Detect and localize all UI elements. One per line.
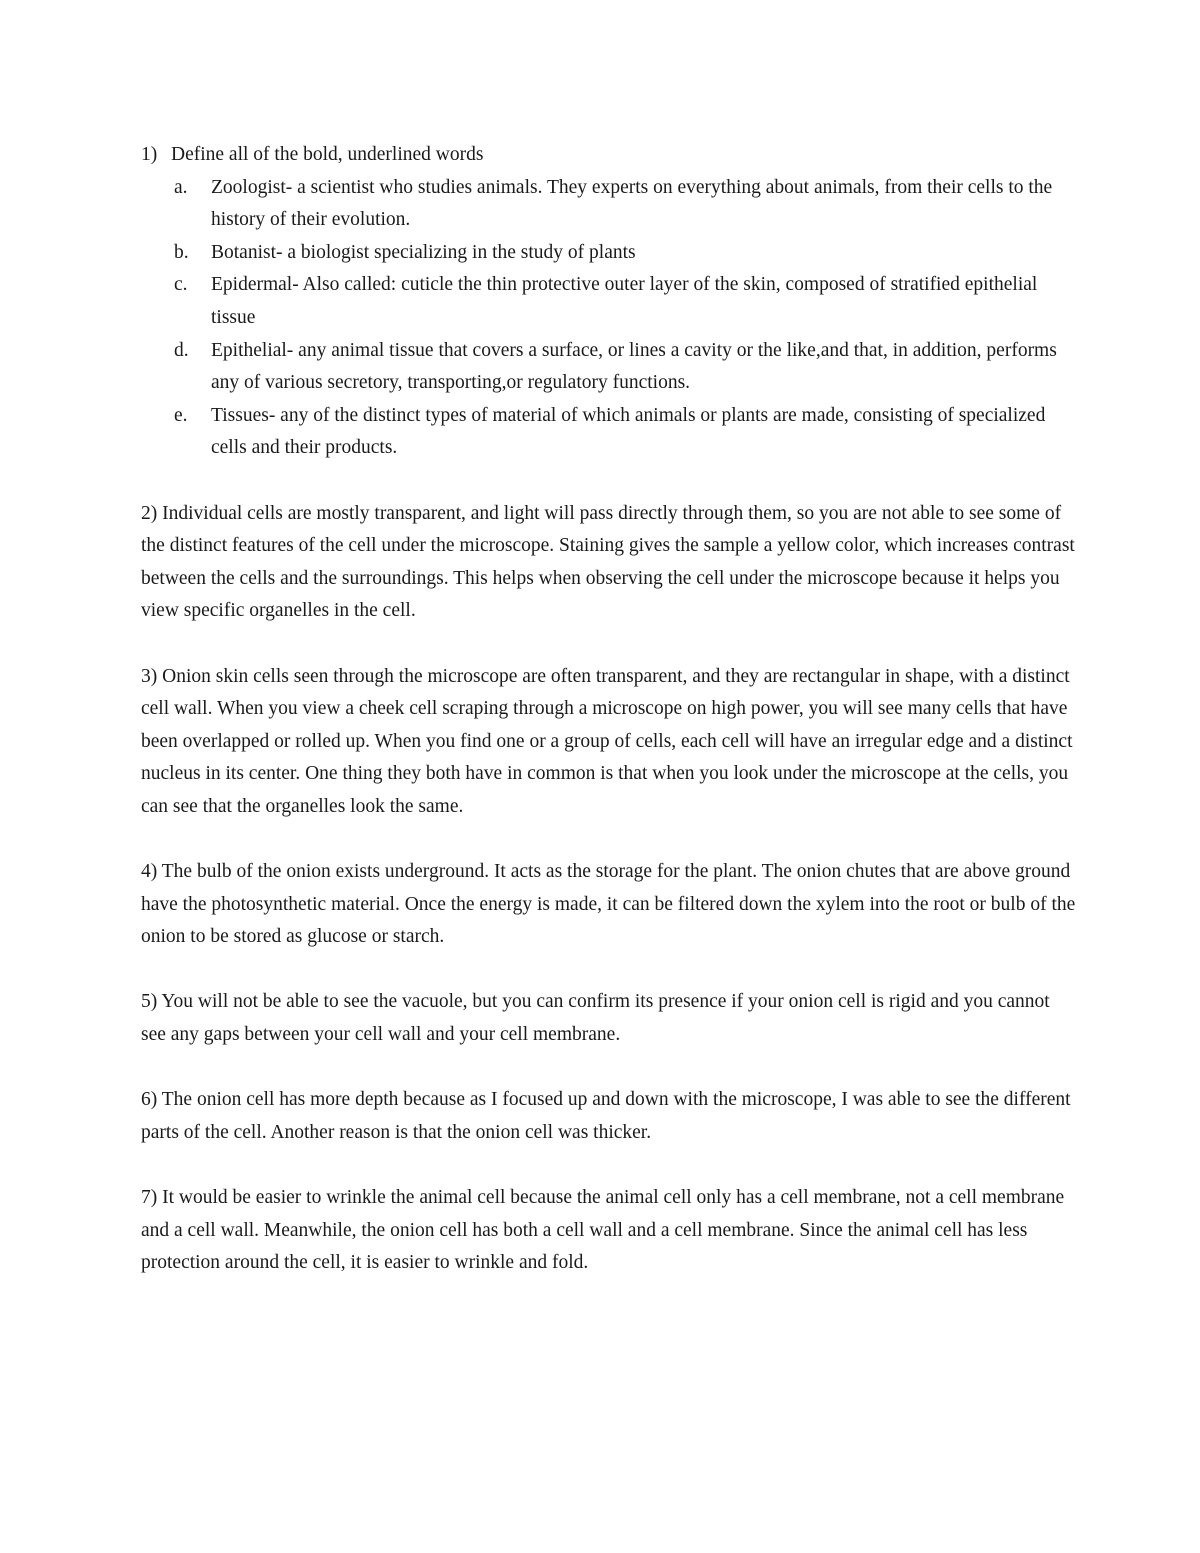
list-marker: b. (174, 241, 189, 263)
definition-list (141, 172, 1076, 465)
answer-5-paragraph: 5) You will not be able to see the vacuole, but you can confirm its presence if your onion cell is rigid and you cannot see any gaps between your cell wall and your cell membrane. (141, 991, 1050, 1046)
list-marker: e. (174, 404, 188, 426)
definition-item-botanist (141, 237, 1076, 270)
definition-text: Tissues- any of the distinct types of material of which animals or plants are made, consisting of specialized cells and their products. (211, 404, 1046, 459)
answer-6-paragraph: 6) The onion cell has more depth because as I focused up and down with the microscope, I was able to see the different parts of the cell. Another reason is that the onion cell was thicker. (141, 1089, 1071, 1143)
question-text: Define all of the bold, underlined words (171, 144, 484, 165)
definition-item-epidermal (141, 269, 1076, 334)
definition-text: Botanist- a biologist specializing in the study of plants (211, 241, 636, 263)
answer-7-paragraph: 7) It would be easier to wrinkle the animal cell because the animal cell only has a cell membrane, not a cell membrane and a cell wall. Meanwhile, the onion cell has both a cell wall and a cell membrane. Since the animal cell has less protection around the cell, it is easier to wrinkle and fold. (141, 1187, 1065, 1274)
definition-text: Epithelial- any animal tissue that covers a surface, or lines a cavity or the like,and that, in addition, performs any of various secretory, transporting,or regulatory functions. (211, 339, 1057, 394)
list-marker: c. (174, 274, 188, 296)
list-marker: a. (174, 176, 188, 198)
list-marker: d. (174, 339, 189, 361)
definition-text: Epidermal- Also called: cuticle the thin protective outer layer of the skin, composed of stratified epithelial tissue (211, 274, 1038, 328)
answer-4-paragraph: 4) The bulb of the onion exists underground. It acts as the storage for the plant. The onion chutes that are above ground have the photosynthetic material. Once the energy is made, it can be filtered down the xylem into the root or bulb of the onion to be stored as glucose or starch. (141, 861, 1076, 948)
definition-item-zoologist (141, 172, 1076, 237)
definition-item-epithelial (141, 335, 1076, 400)
document-body (141, 139, 1076, 1280)
definition-item-tissues (141, 400, 1076, 465)
answer-3-paragraph: 3) Onion skin cells seen through the microscope are often transparent, and they are rectangular in shape, with a distinct cell wall. When you view a cheek cell scraping through a microscope on high power, you will see many cells that have been overlapped or rolled up. When you find one or a group of cells, each cell will have an irregular edge and a distinct nucleus in its center. One thing they both have in common is that when you look under the microscope at the cells, you can see that the organelles look the same. (141, 665, 1073, 817)
question-1-heading (141, 139, 1076, 172)
answer-2-paragraph: 2) Individual cells are mostly transparent, and light will pass directly through them, so you are not able to see some of the distinct features of the cell under the microscope. Staining gives the sample a yellow color, which increases contrast between the cells and the surroundings. This helps when observing the cell under the microscope because it helps you view specific organelles in the cell. (141, 502, 1075, 622)
question-number: 1) (141, 144, 158, 165)
definition-text: Zoologist- a scientist who studies animals. They experts on everything about animals, from their cells to the history of their evolution. (211, 176, 1053, 231)
